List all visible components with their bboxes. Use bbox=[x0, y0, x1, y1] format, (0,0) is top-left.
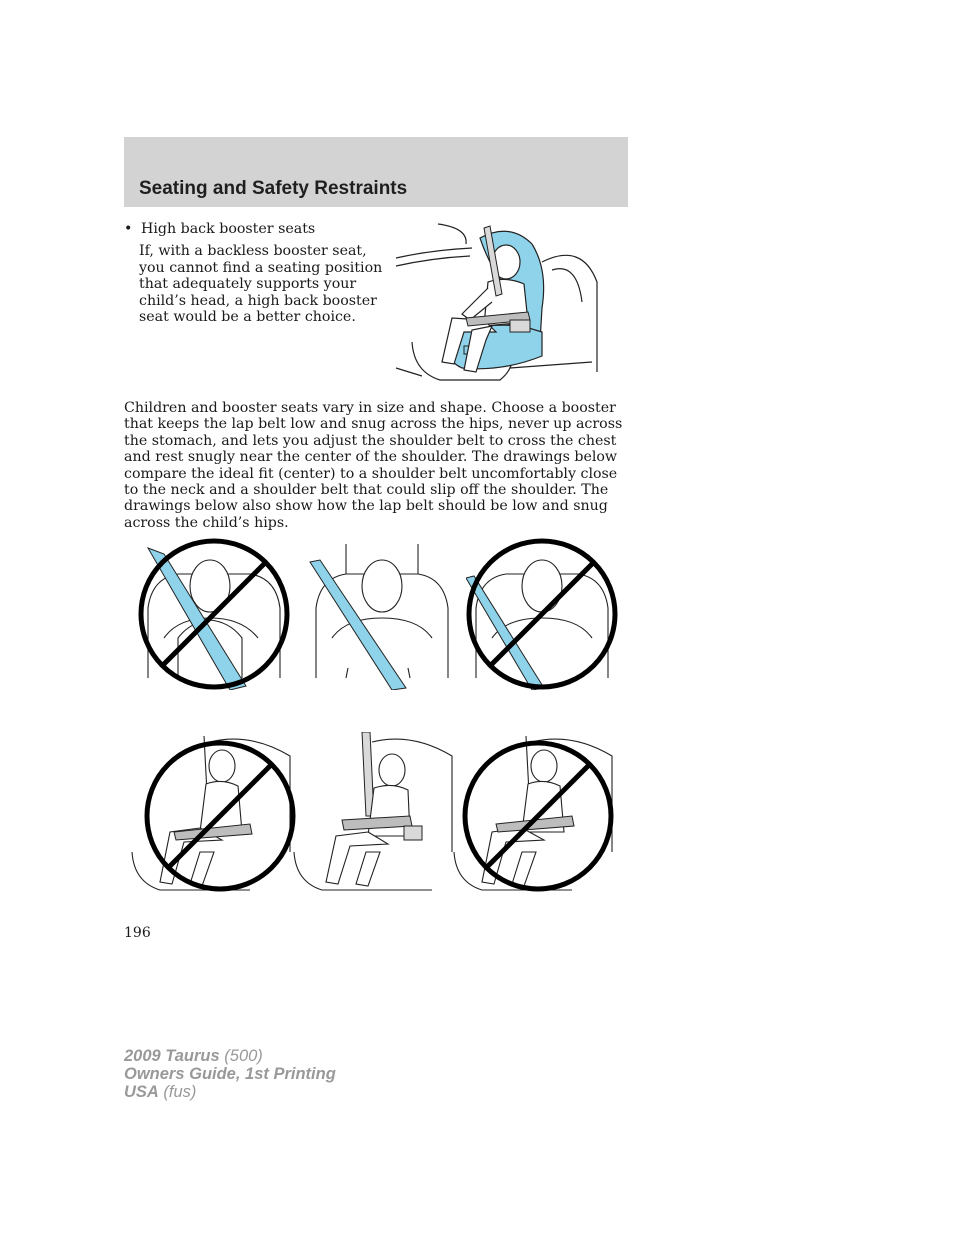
footer-line-3 bbox=[124, 1083, 336, 1101]
footer-line-1 bbox=[124, 1047, 336, 1065]
shoulder-belt-off-shoulder bbox=[466, 538, 618, 690]
shoulder-belt-too-close-neck bbox=[138, 538, 290, 690]
footer-model-code: (500) bbox=[219, 1047, 263, 1065]
bullet-dot: • bbox=[124, 221, 133, 237]
footer bbox=[124, 1047, 336, 1101]
shoulder-belt-correct-fit bbox=[306, 538, 458, 690]
footer-model: 2009 Taurus bbox=[124, 1047, 220, 1065]
section-title: Seating and Safety Restraints bbox=[139, 178, 408, 199]
page-number: 196 bbox=[124, 925, 151, 941]
high-back-booster-illustration bbox=[392, 222, 602, 384]
footer-line-2 bbox=[124, 1065, 336, 1083]
intro-paragraph: If, with a backless booster seat, you cannot find a seating position that adequately supports your child’s head, a high back booster seat would be a better choice. bbox=[139, 243, 383, 325]
body-paragraph: Children and booster seats vary in size and shape. Choose a booster that keeps the lap belt low and snug across the hips, never up across the stomach, and lets you adjust the shoulder belt to cross the chest and rest snugly near the center of the shoulder. The drawings below compare the ideal fit (center) to a shoulder belt uncomfortably close to the neck and a shoulder belt that could slip off the shoulder. The drawings below also show how the lap belt should be low and snug across the child’s hips. bbox=[124, 400, 623, 531]
lap-belt-too-high-right bbox=[452, 732, 622, 894]
footer-region-code: (fus) bbox=[158, 1083, 197, 1101]
footer-printing: Owners Guide, 1st Printing bbox=[124, 1065, 336, 1083]
footer-region: USA bbox=[124, 1083, 159, 1101]
bullet-item bbox=[124, 221, 315, 238]
lap-belt-correct-fit bbox=[292, 732, 462, 894]
bullet-label: High back booster seats bbox=[141, 221, 316, 237]
lap-belt-too-high-left bbox=[130, 732, 300, 894]
